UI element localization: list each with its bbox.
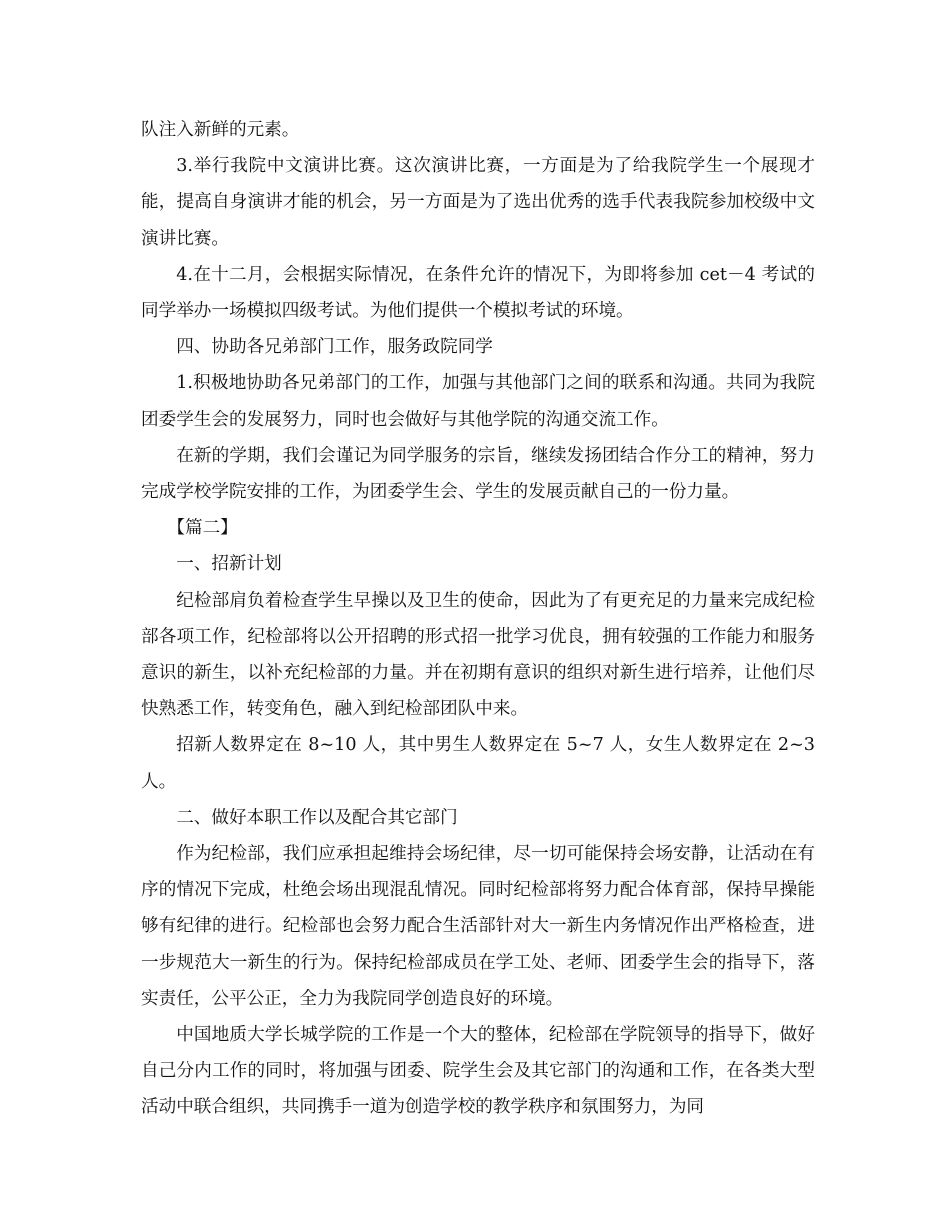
section-heading-recruitment: 一、招新计划	[176, 554, 282, 575]
paragraph-closing: 在新的学期，我们会谨记为同学服务的宗旨，继续发扬团结合作分工的精神，努力完成学校学院安排的工作，为团委学生会、学生的发展贡献自己的一份力量。	[141, 445, 815, 503]
part-two-marker: 【篇二】	[167, 518, 238, 539]
paragraph-item-1: 1.积极地协助各兄弟部门的工作，加强与其他部门之间的联系和沟通。共同为我院团委学生会的发展努力，同时也会做好与其他学院的沟通交流工作。	[141, 373, 815, 430]
paragraph-cooperation: 中国地质大学长城学院的工作是一个大的整体，纪检部在学院领导的指导下，做好自己分内工作的同时，将加强与团委、院学生会及其它部门的沟通和工作，在各类大型活动中联合组织，共同携手一道为创造学校的教学秩序和氛围努力，为同	[141, 1025, 815, 1118]
paragraph-item-4: 4.在十二月，会根据实际情况，在条件允许的情况下，为即将参加 cet－4 考试的同学举办一场模拟四级考试。为他们提供一个模拟考试的环境。	[141, 264, 815, 322]
paragraph-duties: 作为纪检部，我们应承担起维持会场纪律，尽一切可能保持会场安静，让活动在有序的情况下完成，杜绝会场出现混乱情况。同时纪检部将努力配合体育部，保持早操能够有纪律的进行。纪检部也会努力配合生活部针对大一新生内务情况作出严格检查，进一步规范大一新生的行为。保持纪检部成员在学工处、老师、团委学生会的指导下，落实责任，公平公正，全力为我院同学创造良好的环境。	[141, 844, 815, 1009]
paragraph-recruitment: 纪检部肩负着检查学生早操以及卫生的使命，因此为了有更充足的力量来完成纪检部各项工作，纪检部将以公开招聘的形式招一批学习优良，拥有较强的工作能力和服务意识的新生，以补充纪检部的力量。并在初期有意识的组织对新生进行培养，让他们尽快熟悉工作，转变角色，融入到纪检部团队中来。	[141, 590, 815, 720]
paragraph-item-3: 3.举行我院中文演讲比赛。这次演讲比赛，一方面是为了给我院学生一个展现才能，提高自身演讲才能的机会，另一方面是为了选出优秀的选手代表我院参加校级中文演讲比赛。	[141, 156, 815, 249]
paragraph-recruitment-numbers: 招新人数界定在 8~10 人，其中男生人数界定在 5~7 人，女生人数界定在 2~3 人。	[141, 735, 815, 792]
document-body	[141, 112, 815, 1126]
section-heading-duties: 二、做好本职工作以及配合其它部门	[176, 807, 458, 828]
paragraph-continuation: 队注入新鲜的元素。	[141, 120, 300, 140]
section-heading-4: 四、协助各兄弟部门工作，服务政院同学	[176, 337, 493, 358]
